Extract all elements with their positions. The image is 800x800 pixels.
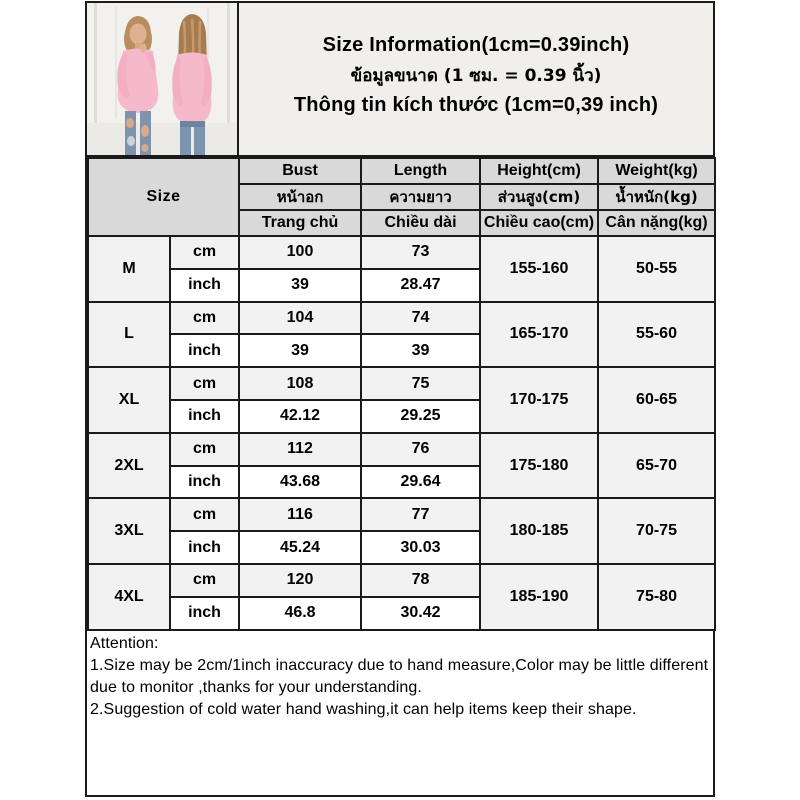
size-label-xl: XL	[88, 367, 170, 433]
bust-inch-value: 45.24	[239, 531, 361, 564]
unit-label: cm	[170, 302, 239, 335]
height-range: 175-180	[480, 433, 598, 499]
length-cm-value: 75	[361, 367, 480, 400]
col-header-height-en: Height(cm)	[480, 158, 598, 184]
header-row-english	[88, 158, 715, 184]
weight-range: 75-80	[598, 564, 715, 630]
attention-heading: Attention:	[90, 634, 159, 652]
unit-label: inch	[170, 400, 239, 433]
unit-label: inch	[170, 597, 239, 630]
bust-inch-value: 46.8	[239, 597, 361, 630]
title-thai: ข้อมูลขนาด (1 ซม. = 0.39 นิ้ว)	[350, 65, 602, 86]
bust-cm-value: 100	[239, 236, 361, 269]
unit-label: cm	[170, 236, 239, 269]
weight-range: 60-65	[598, 367, 715, 433]
bust-inch-value: 39	[239, 334, 361, 367]
size-table	[87, 157, 716, 631]
col-header-bust-th: หน้าอก	[239, 184, 361, 210]
title-vietnamese: Thông tin kích thước (1cm=0,39 inch)	[293, 93, 659, 116]
unit-label: inch	[170, 334, 239, 367]
size-label-4xl: 4XL	[88, 564, 170, 630]
weight-range: 55-60	[598, 302, 715, 368]
size-label-l: L	[88, 302, 170, 368]
bust-cm-value: 104	[239, 302, 361, 335]
col-header-height-th: ส่วนสูง(cm)	[480, 184, 598, 210]
bust-inch-value: 39	[239, 269, 361, 302]
unit-label: cm	[170, 433, 239, 466]
col-header-weight-vi: Cân nặng(kg)	[598, 210, 715, 236]
bust-cm-value: 116	[239, 498, 361, 531]
product-photo	[87, 3, 239, 155]
bust-cm-value: 120	[239, 564, 361, 597]
col-header-bust-vi: Trang chủ	[239, 210, 361, 236]
unit-label: inch	[170, 269, 239, 302]
height-range: 170-175	[480, 367, 598, 433]
height-range: 185-190	[480, 564, 598, 630]
attention-notes	[87, 631, 713, 795]
bust-cm-value: 108	[239, 367, 361, 400]
col-header-length-en: Length	[361, 158, 480, 184]
table-row	[88, 433, 715, 466]
length-inch-value: 39	[361, 334, 480, 367]
length-inch-value: 28.47	[361, 269, 480, 302]
col-header-weight-en: Weight(kg)	[598, 158, 715, 184]
unit-label: cm	[170, 498, 239, 531]
bust-inch-value: 42.12	[239, 400, 361, 433]
size-label-m: M	[88, 236, 170, 302]
product-photo-illustration	[87, 3, 237, 155]
bust-inch-value: 43.68	[239, 466, 361, 499]
height-range: 155-160	[480, 236, 598, 302]
size-chart-panel	[85, 1, 715, 797]
unit-label: inch	[170, 466, 239, 499]
col-header-weight-th: น้ำหนัก(kg)	[598, 184, 715, 210]
unit-label: cm	[170, 367, 239, 400]
length-inch-value: 29.25	[361, 400, 480, 433]
title-block	[239, 3, 713, 155]
title-english: Size Information(1cm=0.39inch)	[322, 33, 630, 56]
length-cm-value: 78	[361, 564, 480, 597]
col-header-length-vi: Chiều dài	[361, 210, 480, 236]
weight-range: 70-75	[598, 498, 715, 564]
length-inch-value: 30.03	[361, 531, 480, 564]
col-header-bust-en: Bust	[239, 158, 361, 184]
table-row	[88, 367, 715, 400]
size-corner-label: Size	[88, 158, 239, 236]
bust-cm-value: 112	[239, 433, 361, 466]
length-cm-value: 73	[361, 236, 480, 269]
attention-note-2: 2.Suggestion of cold water hand washing,it can help items keep their shape.	[90, 700, 637, 718]
height-range: 165-170	[480, 302, 598, 368]
size-label-2xl: 2XL	[88, 433, 170, 499]
table-row	[88, 302, 715, 335]
length-inch-value: 30.42	[361, 597, 480, 630]
col-header-length-th: ความยาว	[361, 184, 480, 210]
top-section	[87, 3, 713, 157]
weight-range: 50-55	[598, 236, 715, 302]
length-inch-value: 29.64	[361, 466, 480, 499]
attention-note-1: 1.Size may be 2cm/1inch inaccuracy due to hand measure,Color may be little different due to monitor ,thanks for your understanding.	[90, 656, 709, 696]
col-header-height-vi: Chiều cao(cm)	[480, 210, 598, 236]
table-row	[88, 564, 715, 597]
length-cm-value: 77	[361, 498, 480, 531]
unit-label: inch	[170, 531, 239, 564]
height-range: 180-185	[480, 498, 598, 564]
length-cm-value: 74	[361, 302, 480, 335]
size-label-3xl: 3XL	[88, 498, 170, 564]
table-row	[88, 498, 715, 531]
weight-range: 65-70	[598, 433, 715, 499]
unit-label: cm	[170, 564, 239, 597]
table-row	[88, 236, 715, 269]
length-cm-value: 76	[361, 433, 480, 466]
